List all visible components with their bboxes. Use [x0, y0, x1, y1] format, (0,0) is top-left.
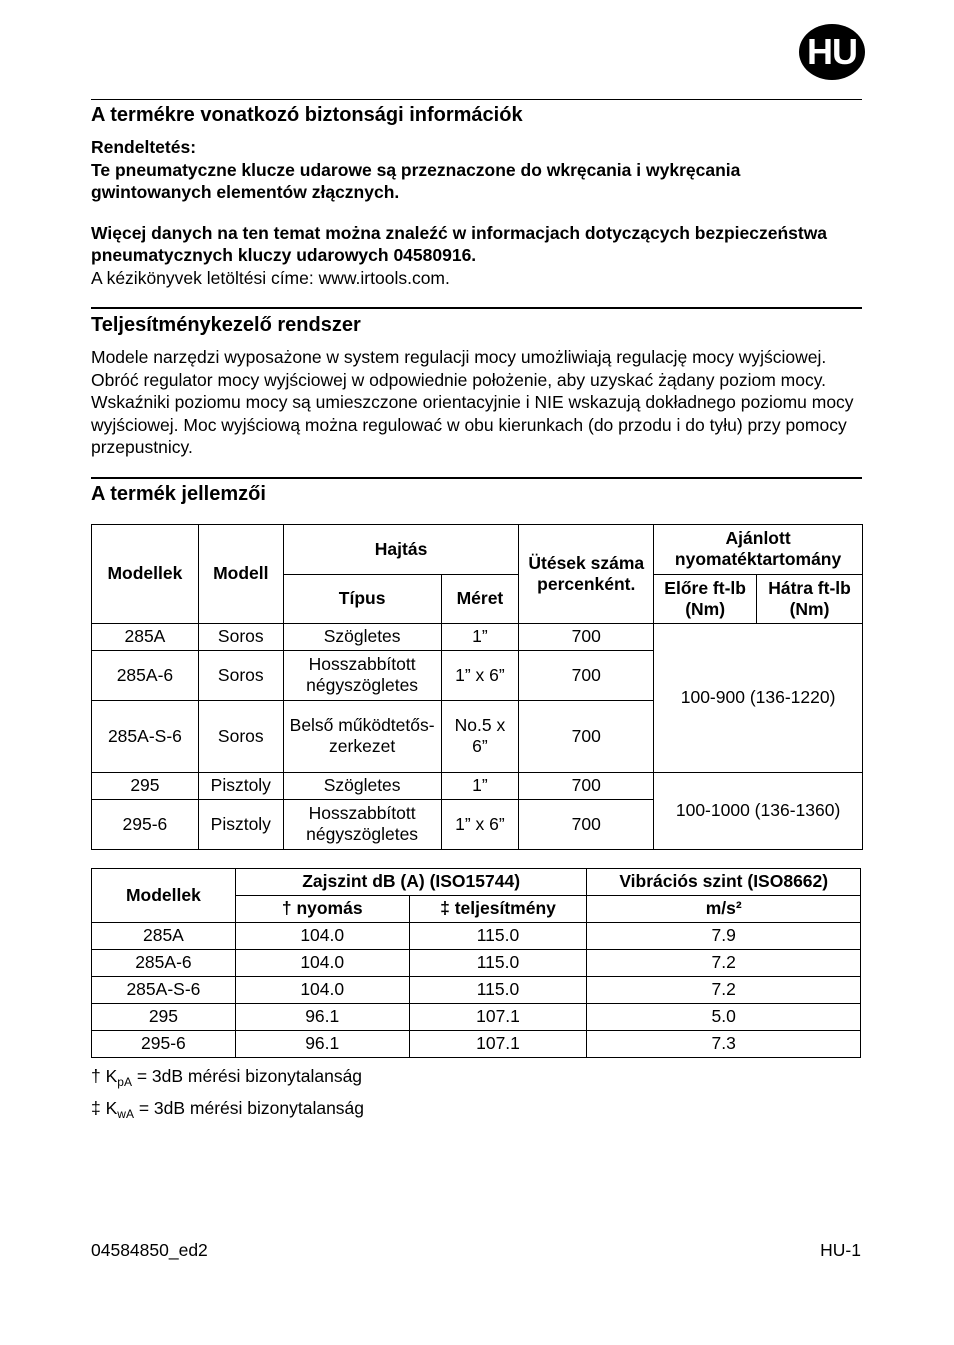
divider [91, 99, 862, 100]
table-row [92, 1030, 861, 1057]
section-title-safety: A termékre vonatkozó biztonsági információk [91, 104, 523, 126]
power-paragraph-3: Wskaźniki poziomu mocy są umieszczone orientacyjnie i NIE wskazują dokładnego poziomu mocy wyjściowej. Moc wyjściową można regulować w obu kierunkach (do przodu i do tyłu) przy pomocy przepustnicy. [91, 392, 854, 457]
download-text: A kézikönyvek letöltési címe: www.irtools.com. [91, 267, 450, 288]
power-paragraph-2: Obróć regulator mocy wyjściowej w odpowiednie położenie, aby uzyskać żądany poziom mocy. [91, 369, 827, 390]
cell-torque: 100-1000 (136-1360) [654, 772, 863, 849]
cell-pressure: 104.0 [235, 949, 409, 976]
more-info-text: Więcej danych na ten temat można znaleźć w informacjach dotyczących bezpieczeństwa pneumatycznych kluczy udarowych 04580916. [91, 222, 828, 265]
cell-model: Soros [198, 700, 283, 772]
cell-power: 107.1 [409, 1003, 587, 1030]
header-torque: Ajánlott nyomatéktartomány [654, 524, 863, 574]
header-model: Modell [198, 524, 283, 623]
header-vibration: Vibrációs szint (ISO8662) [587, 868, 861, 895]
header-models: Modellek [92, 868, 236, 922]
cell-type: Hosszabbított négyszögletes [283, 799, 441, 849]
footnotes [91, 1063, 862, 1127]
cell-model: Pisztoly [198, 799, 283, 849]
section-title-power: Teljesítménykezelő rendszer [91, 314, 361, 336]
cell-bpm: 700 [519, 700, 654, 772]
table-row [92, 772, 863, 799]
header-noise: Zajszint dB (A) (ISO15744) [235, 868, 587, 895]
cell-power: 115.0 [409, 976, 587, 1003]
divider [91, 307, 862, 309]
cell-type: Belső működtetős-zerkezet [283, 700, 441, 772]
cell-size: 1” x 6” [441, 799, 519, 849]
cell-vibration: 7.3 [587, 1030, 861, 1057]
cell-size: No.5 x 6” [441, 700, 519, 772]
table-row [92, 1003, 861, 1030]
purpose-label: Rendeltetés: [91, 137, 197, 157]
header-size: Méret [441, 574, 519, 623]
divider [91, 477, 862, 479]
cell-pressure: 96.1 [235, 1030, 409, 1057]
cell-vibration: 5.0 [587, 1003, 861, 1030]
noise-vibration-table [91, 868, 861, 1058]
power-paragraph-1: Modele narzędzi wyposażone w system regulacji mocy umożliwiają regulację mocy wyjściowej. [91, 347, 827, 367]
header-forward: Előre ft-lb (Nm) [654, 574, 757, 623]
cell-model: 295-6 [92, 1030, 236, 1057]
table-row [92, 976, 861, 1003]
header-models: Modellek [92, 524, 199, 623]
cell-vibration: 7.2 [587, 976, 861, 1003]
cell-torque: 100-900 (136-1220) [654, 623, 863, 772]
cell-bpm: 700 [519, 799, 654, 849]
cell-size: 1” x 6” [441, 650, 519, 700]
purpose-text: Te pneumatyczne klucze udarowe są przeznaczone do wkręcania i wykręcania gwintowanych elementów złącznych. [91, 159, 741, 202]
cell-vibration: 7.9 [587, 922, 861, 949]
footnote-power: ‡ $K_{wA} = 3dB$ mérési bizonytalanság [91, 1097, 365, 1121]
cell-models: 285A-6 [92, 650, 199, 700]
cell-pressure: 104.0 [235, 922, 409, 949]
cell-models: 285A [92, 623, 199, 650]
table-row [92, 922, 861, 949]
header-reverse: Hátra ft-lb (Nm) [757, 574, 863, 623]
footnote-pressure: † $K_{pA} = 3dB$ mérési bizonytalanság [91, 1065, 363, 1089]
header-pressure: † nyomás [235, 895, 409, 922]
cell-models: 285A-S-6 [92, 700, 199, 772]
cell-models: 295-6 [92, 799, 199, 849]
cell-size: 1” [441, 772, 519, 799]
language-badge: HU [799, 24, 865, 80]
header-power: ‡ teljesítmény [409, 895, 587, 922]
page-footer [91, 1240, 861, 1261]
header-bpm: Ütések száma percenként. [519, 524, 654, 623]
cell-type: Szögletes [283, 772, 441, 799]
cell-power: 115.0 [409, 949, 587, 976]
cell-model: Pisztoly [198, 772, 283, 799]
spec-table [91, 524, 863, 850]
cell-type: Hosszabbított négyszögletes [283, 650, 441, 700]
cell-power: 115.0 [409, 922, 587, 949]
header-type: Típus [283, 574, 441, 623]
cell-pressure: 104.0 [235, 976, 409, 1003]
cell-model: Soros [198, 650, 283, 700]
cell-size: 1” [441, 623, 519, 650]
table-row [92, 623, 863, 650]
cell-bpm: 700 [519, 772, 654, 799]
cell-model: 285A-6 [92, 949, 236, 976]
cell-type: Szögletes [283, 623, 441, 650]
header-drive: Hajtás [283, 524, 519, 574]
cell-model: 295 [92, 1003, 236, 1030]
cell-model: 285A [92, 922, 236, 949]
table-row [92, 949, 861, 976]
page-content [91, 99, 862, 1127]
cell-bpm: 700 [519, 650, 654, 700]
cell-pressure: 96.1 [235, 1003, 409, 1030]
cell-model: Soros [198, 623, 283, 650]
header-unit: m/s² [587, 895, 861, 922]
cell-models: 295 [92, 772, 199, 799]
cell-vibration: 7.2 [587, 949, 861, 976]
document-code: 04584850_ed2 [91, 1240, 208, 1260]
cell-bpm: 700 [519, 623, 654, 650]
cell-power: 107.1 [409, 1030, 587, 1057]
page-number: HU-1 [820, 1240, 861, 1260]
section-title-specs: A termék jellemzői [91, 482, 266, 505]
cell-model: 285A-S-6 [92, 976, 236, 1003]
